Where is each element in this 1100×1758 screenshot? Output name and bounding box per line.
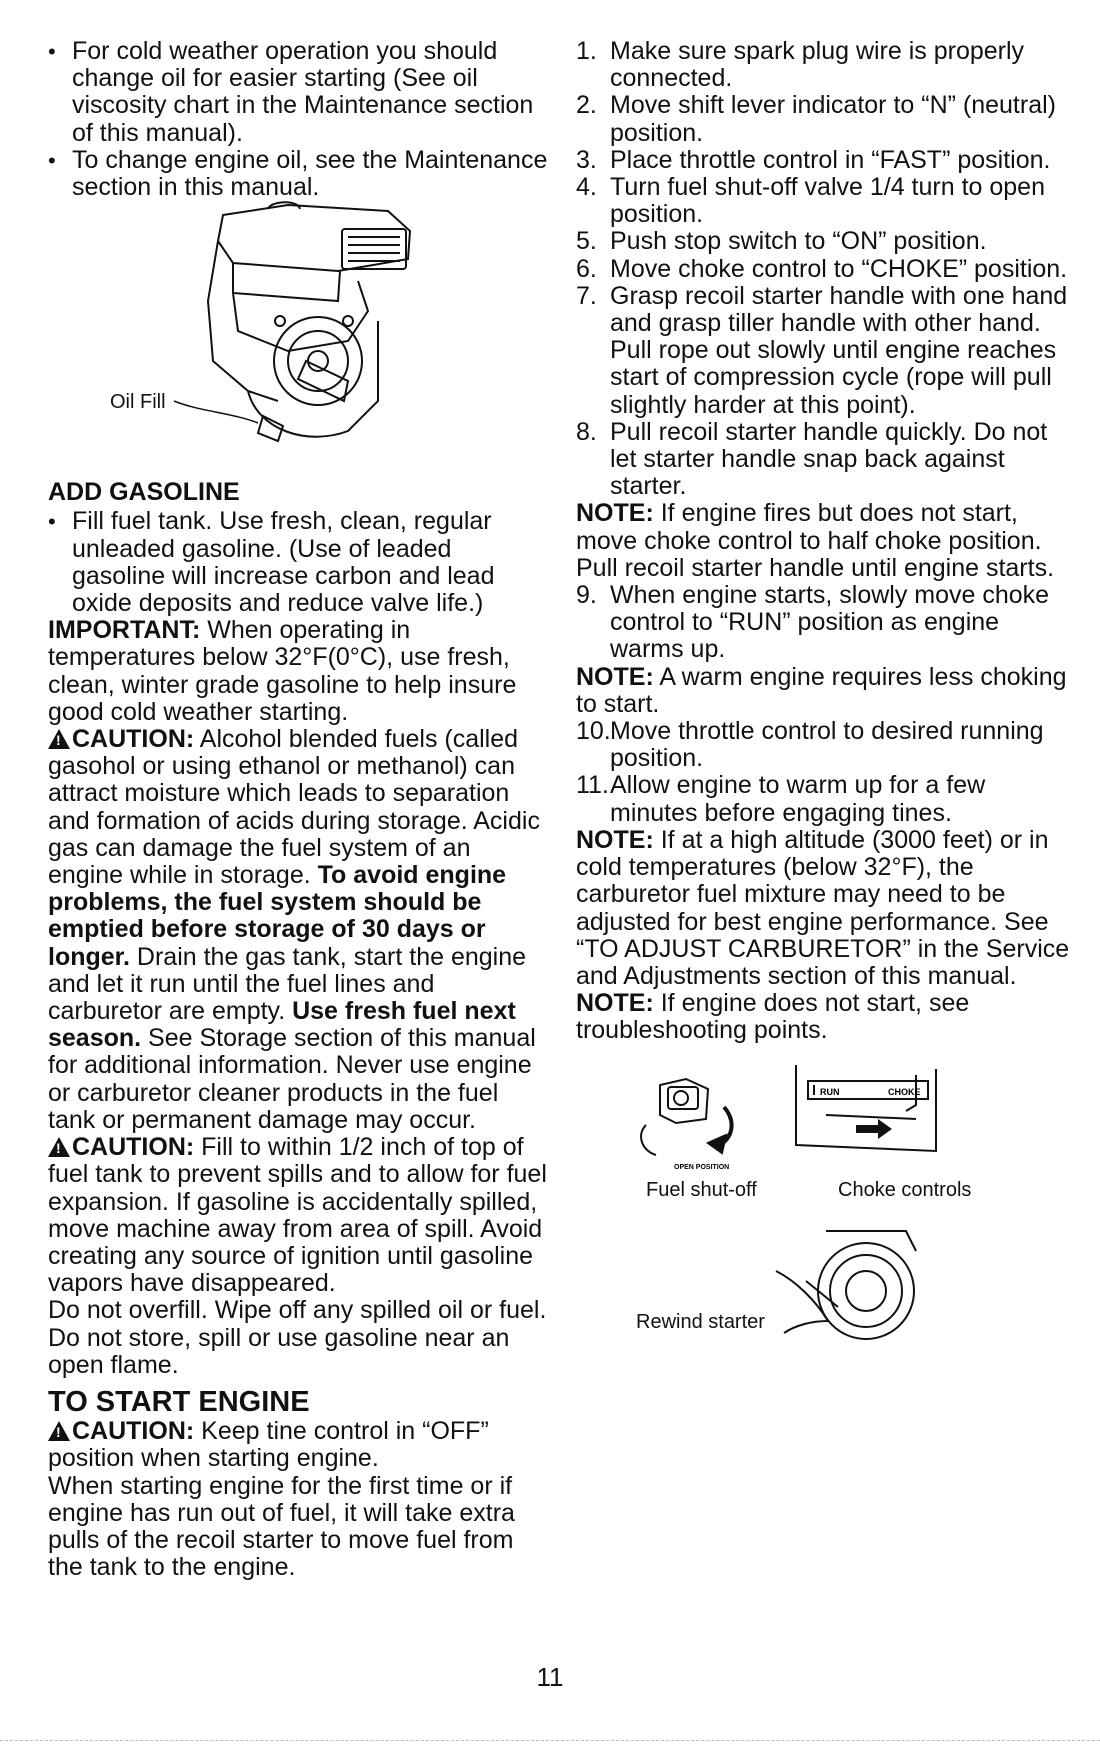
- fuel-shutoff-caption: Fuel shut-off: [646, 1178, 757, 1201]
- note-label: NOTE:: [576, 825, 654, 854]
- note-label: NOTE:: [576, 989, 654, 1018]
- note-warm-engine: [576, 664, 1076, 718]
- oil-fill-label: Oil Fill: [110, 391, 166, 414]
- caution-text: Keep tine control in “OFF” position when starting engine.: [48, 1417, 489, 1473]
- step-number: 4.: [576, 173, 597, 202]
- rewind-starter-illustration: [576, 1211, 1076, 1361]
- engine-illustration: [48, 201, 548, 469]
- caution-text: Alcohol blended fuels (called gasohol or using ethanol or methanol) can attract moisture which leads to separation and formation of acids during storage. Acidic gas can damage the fuel system of an engine while in storage.: [48, 725, 540, 890]
- note-troubleshooting: [576, 990, 1076, 1044]
- caution-label: CAUTION:: [72, 725, 195, 754]
- note-text: If engine does not start, see troubleshooting points.: [576, 989, 970, 1045]
- step-number: 2.: [576, 91, 597, 120]
- caution-text: See Storage section of this manual for additional information. Never use engine or carburetor cleaner products in the fuel tank or permanent damage may occur.: [48, 1024, 536, 1134]
- step-text: Pull recoil starter handle quickly. Do not let starter handle snap back against starter.: [610, 417, 1048, 501]
- first-time-paragraph: When starting engine for the first time or if engine has run out of fuel, it will take extra pulls of the recoil starter to move fuel from the tank to the engine.: [48, 1471, 515, 1582]
- step-number: 1.: [576, 37, 597, 65]
- warning-triangle-icon: [48, 729, 70, 749]
- add-gasoline-heading: ADD GASOLINE: [48, 478, 240, 507]
- start-steps: [576, 38, 1076, 500]
- choke-controls-caption: Choke controls: [838, 1178, 972, 1201]
- step-text: Allow engine to warm up for a few minutes before engaging tines.: [610, 771, 986, 827]
- step-item: [576, 283, 1076, 419]
- overfill-paragraph: Do not overfill. Wipe off any spilled oil or fuel. Do not store, spill or use gasoline near an open flame.: [48, 1296, 547, 1379]
- step-item: [576, 256, 1076, 283]
- step-text: Move throttle control to desired running position.: [610, 717, 1044, 773]
- start-steps-final: [576, 718, 1076, 827]
- start-engine-heading: TO START ENGINE: [48, 1385, 310, 1418]
- bullet-item: • To change engine oil, see the Maintenance section in this manual.: [48, 147, 548, 201]
- step-number: 11.: [576, 771, 609, 800]
- step-item: [576, 718, 1076, 772]
- caution-text: Drain the gas tank, start the engine and let it run until the fuel lines and carburetor are empty.: [48, 942, 527, 1026]
- caution-label: CAUTION:: [72, 1417, 195, 1446]
- note-text: If engine fires but does not start, move choke control to half choke position. Pull recoil starter handle until engine starts.: [576, 499, 1055, 582]
- note-label: NOTE:: [576, 662, 654, 691]
- run-label: RUN: [820, 1086, 840, 1097]
- step-number: 10.: [576, 717, 611, 746]
- step-text: Push stop switch to “ON” position.: [610, 227, 987, 256]
- step-item: [576, 228, 1076, 255]
- right-column: [576, 38, 1076, 1361]
- step-number: 3.: [576, 145, 597, 174]
- note-label: NOTE:: [576, 499, 654, 528]
- step-item: [576, 419, 1076, 501]
- step-item: [576, 174, 1076, 228]
- caution-label: CAUTION:: [72, 1133, 195, 1162]
- important-paragraph: [48, 617, 548, 726]
- open-position-label: OPEN POSITION: [674, 1163, 730, 1171]
- left-column: [48, 38, 548, 1581]
- bullet-item: • For cold weather operation you should change oil for easier starting (See oil viscosity chart in the Maintenance section of this manual).: [48, 38, 548, 147]
- step-text: When engine starts, slowly move choke control to “RUN” position as engine warms up.: [610, 581, 1050, 664]
- step-item: [576, 38, 1076, 92]
- step-number: 8.: [576, 417, 597, 446]
- step-item: [576, 582, 1076, 664]
- step-item: [576, 772, 1076, 826]
- caution-fill-paragraph: [48, 1134, 548, 1297]
- step-text: Make sure spark plug wire is properly connected.: [610, 37, 1025, 93]
- step-text: Move shift lever indicator to “N” (neutral) position.: [610, 91, 1056, 147]
- step-text: Grasp recoil starter handle with one hand and grasp tiller handle with other hand. Pull rope out slowly until engine reaches start of compression cycle (rope will pull slightly harder at this point).: [610, 281, 1068, 419]
- step-number: 9.: [576, 581, 597, 610]
- note-text: If at a high altitude (3000 feet) or in cold temperatures (below 32°F), the carburetor fuel mixture may need to be adjusted for best engine performance. See “TO ADJUST CARBURETOR” in the Service and Adjustments section of this manual.: [576, 825, 1070, 990]
- start-steps-continued: [576, 582, 1076, 664]
- caution-emphasis: Use fresh fuel next season.: [48, 997, 516, 1053]
- caution-text: Fill to within 1/2 inch of top of fuel tank to prevent spills and to allow for fuel expansion. If gasoline is accidentally spilled, move machine away from area of spill. Avoid creating any source of ignition until gasoline vapors have disappeared.: [48, 1133, 547, 1298]
- caution-alcohol-paragraph: [48, 726, 548, 1134]
- important-label: IMPORTANT:: [48, 616, 201, 645]
- page-bottom-rule: [0, 1740, 1100, 1741]
- fill-bullets: [48, 508, 548, 617]
- important-text: When operating in temperatures below 32°F(0°C), use fresh, clean, winter grade gasoline to help insure good cold weather starting.: [48, 616, 517, 726]
- step-item: [576, 147, 1076, 174]
- warning-triangle-icon: [48, 1421, 70, 1441]
- engine-drawing: [48, 201, 548, 469]
- bullet-item: • Fill fuel tank. Use fresh, clean, regular unleaded gasoline. (Use of leaded gasoline will increase carbon and lead oxide deposits and reduce valve life.): [48, 508, 548, 617]
- warning-triangle-icon: [48, 1137, 70, 1157]
- step-number: 7.: [576, 281, 597, 310]
- oil-bullets: [48, 38, 548, 201]
- note-half-choke: [576, 500, 1076, 582]
- step-number: 6.: [576, 254, 597, 283]
- step-text: Turn fuel shut-off valve 1/4 turn to open position.: [610, 173, 1045, 229]
- caution-tine-paragraph: [48, 1418, 548, 1472]
- step-text: Move choke control to “CHOKE” position.: [610, 254, 1068, 283]
- step-item: [576, 92, 1076, 146]
- caution-emphasis: To avoid engine problems, the fuel system should be emptied before storage of 30 days or longer.: [48, 861, 507, 971]
- controls-illustration: [576, 1055, 1076, 1205]
- rewind-starter-caption: Rewind starter: [636, 1310, 765, 1333]
- step-number: 5.: [576, 227, 597, 256]
- note-altitude: [576, 827, 1076, 990]
- choke-label: CHOKE: [888, 1086, 921, 1097]
- note-text: A warm engine requires less choking to start.: [576, 662, 1067, 718]
- page-number: 11: [536, 1662, 564, 1692]
- step-text: Place throttle control in “FAST” position.: [610, 145, 1051, 174]
- rewind-starter-drawing: [576, 1211, 1076, 1361]
